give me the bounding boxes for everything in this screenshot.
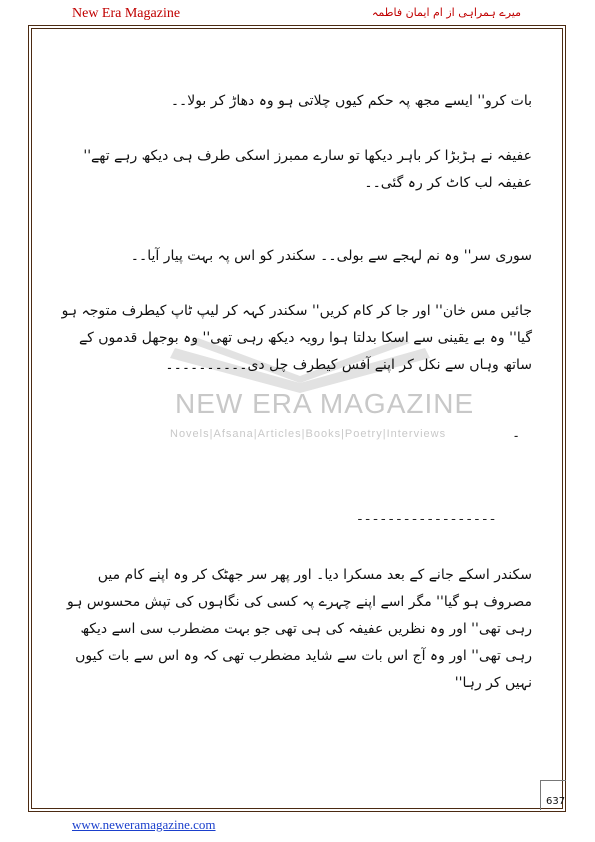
paragraph-4: جائیں مس خان'' اور جا کر کام کریں'' سکندر کہہ کر لیپ ٹاپ کیطرف متوجہ ہو گیا'' وہ بے یقینی سے اسکا بدلتا ہوا رویہ دیکھ رہی تھی'' وہ بوجھل قدموں کے ساتھ وہاں سے نکل کر اپنے آفس کیطرف چل دی۔۔۔۔۔۔۔۔۔۔ (61, 303, 532, 373)
paragraph-2: عفیفہ نے ہڑبڑا کر باہر دیکھا تو سارے ممبرز اسکی طرف ہی دیکھ رہے تھے'' عفیفہ لب کاٹ کر رہ گئی۔۔ (83, 148, 532, 191)
page-number-border (540, 780, 541, 810)
paragraph-3: سوری سر'' وہ نم لہجے سے بولی۔۔ سکندر کو اس پہ بہت پیار آیا۔۔ (130, 248, 532, 264)
page-number: 637 (546, 796, 566, 807)
separator-line: ------------------ (356, 512, 497, 527)
paragraph-5: سکندر اسکے جانے کے بعد مسکرا دیا۔ اور پھر سر جھٹک کر وہ اپنے کام میں مصروف ہو گیا'' مگر اسے اپنے چہرے پہ کسی کی نگاہوں کی تپش محسوس ہو رہی تھی'' اور وہ نظریں عفیفہ کی ہی تھی جو بہت مضطرب سی اسے دیکھ رہی تھی'' اور وہ آج اس بات سے شاید مضطرب تھی کہ وہ اس سے بات کیوں نہیں کر رہا'' (67, 567, 532, 691)
page-number-border-top (540, 780, 566, 781)
watermark-title: NEW ERA MAGAZINE (175, 388, 475, 419)
watermark-subtitle: Novels|Afsana|Articles|Books|Poetry|Interviews (170, 428, 447, 440)
magazine-title: New Era Magazine (72, 6, 181, 21)
footer-link[interactable]: www.neweramagazine.com (72, 817, 216, 832)
novel-title: میرے ہمراہی از ام ایمان فاطمہ (371, 6, 521, 19)
paragraph-1: بات کرو'' ایسے مجھ پہ حکم کیوں چلاتی ہو وہ دھاڑ کر بولا۔۔ (170, 93, 532, 109)
separator-dash: ۔ (512, 425, 521, 441)
